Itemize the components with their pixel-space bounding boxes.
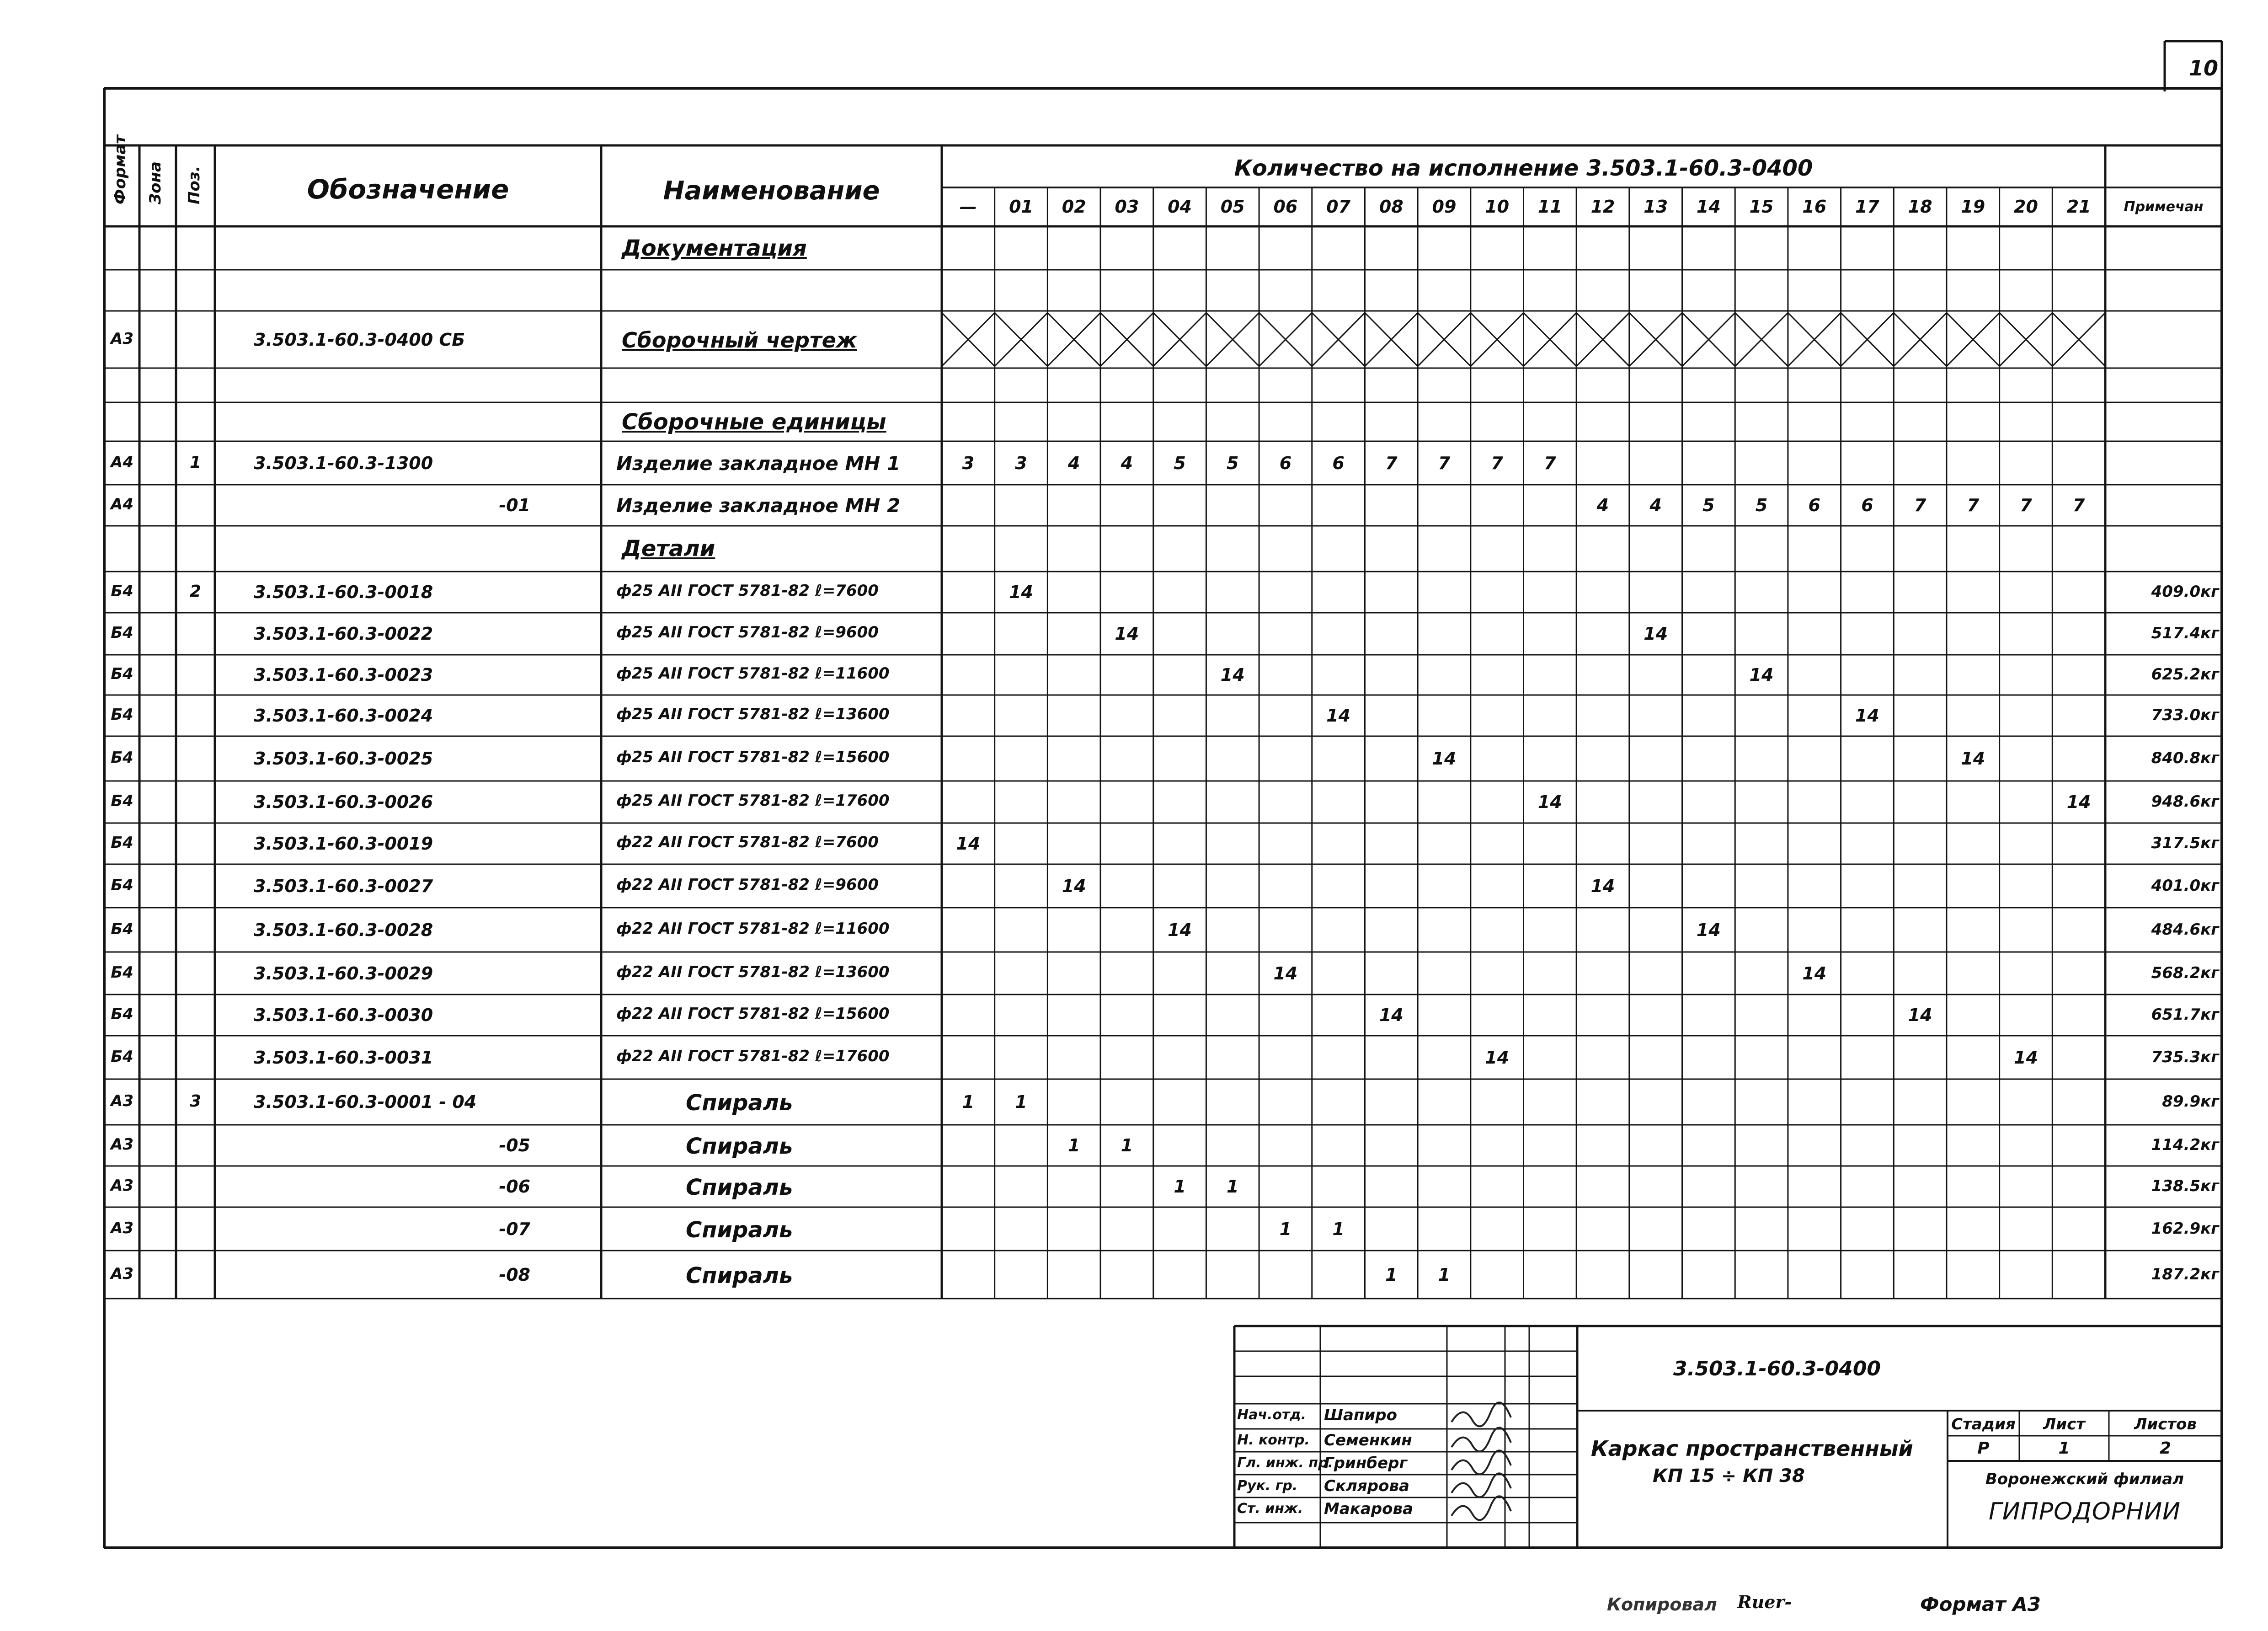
- quantity-cell: 7: [1544, 453, 1556, 473]
- quantity-cell: 3: [1015, 453, 1027, 473]
- quantity-cell: 14: [1749, 665, 1774, 685]
- copied-signature: Rиеr-: [1737, 1592, 1792, 1612]
- variant-header-cell: 07: [1326, 197, 1351, 217]
- header-pos: Поз.: [185, 166, 203, 204]
- row-note: 733.0кг: [2151, 706, 2219, 724]
- stamp-person-name: Гринберг: [1324, 1454, 1408, 1472]
- row-note: 484.6кг: [2151, 920, 2219, 939]
- row-name: Спираль: [686, 1217, 793, 1243]
- row-name: ф25 АII ГОСТ 5781-82 ℓ=9600: [616, 625, 879, 640]
- quantity-cell: 1: [1438, 1264, 1451, 1285]
- stamp-sheets: 2: [2159, 1439, 2172, 1458]
- quantity-cell: 6: [1808, 495, 1820, 515]
- stamp-stage: Р: [1977, 1439, 1990, 1458]
- row-note: 317.5кг: [2151, 834, 2219, 852]
- variant-header-cell: 08: [1379, 197, 1403, 217]
- variant-header-cell: —: [959, 197, 977, 217]
- quantity-cell: 14: [1855, 706, 1879, 726]
- row-designation: 3.503.1-60.3-0030: [254, 1005, 433, 1025]
- quantity-cell: 14: [1115, 624, 1139, 644]
- variant-header-cell: 15: [1749, 197, 1774, 217]
- row-name: ф22 АII ГОСТ 5781-82 ℓ=15600: [616, 1006, 890, 1021]
- copied-note: Копировал: [1607, 1594, 1717, 1615]
- stamp-sheets-label: Листов: [2134, 1415, 2197, 1433]
- row-format: А3: [111, 1264, 133, 1283]
- row-format: А4: [111, 453, 133, 471]
- row-designation: -07: [499, 1219, 530, 1239]
- sheet-number: 10: [2189, 56, 2219, 80]
- quantity-cell: 1: [1121, 1135, 1133, 1155]
- quantity-cell: 7: [1914, 495, 1926, 515]
- row-designation: 3.503.1-60.3-0027: [254, 876, 433, 896]
- row-note: 840.8кг: [2151, 749, 2219, 767]
- variant-header-cell: 18: [1908, 197, 1932, 217]
- variant-header-cell: 14: [1696, 197, 1721, 217]
- quantity-cell: 1: [1067, 1135, 1080, 1155]
- quantity-cell: 1: [1174, 1176, 1186, 1197]
- stamp-title-line1: Каркас пространственный: [1591, 1436, 1913, 1461]
- row-name: Спираль: [686, 1090, 793, 1116]
- quantity-cell: 14: [1802, 963, 1827, 984]
- quantity-cell: 7: [1967, 495, 1980, 515]
- row-name: Изделие закладное МН 2: [616, 496, 901, 515]
- row-designation: 3.503.1-60.3-0029: [254, 963, 433, 984]
- row-designation: 3.503.1-60.3-0025: [254, 749, 433, 769]
- row-designation: 3.503.1-60.3-0028: [254, 920, 433, 940]
- row-name: ф22 АII ГОСТ 5781-82 ℓ=17600: [616, 1048, 890, 1064]
- quantity-cell: 5: [1174, 453, 1186, 473]
- row-position: 1: [189, 453, 202, 472]
- quantity-cell: 7: [1491, 453, 1503, 473]
- row-name: ф22 АII ГОСТ 5781-82 ℓ=9600: [616, 877, 879, 893]
- row-note: 517.4кг: [2151, 624, 2219, 642]
- stamp-role: Н. контр.: [1237, 1432, 1310, 1448]
- stamp-role: Гл. инж. пр.: [1237, 1455, 1333, 1471]
- quantity-cell: 14: [1273, 963, 1298, 984]
- stamp-title-line2: КП 15 ÷ КП 38: [1653, 1465, 1805, 1487]
- row-format: А3: [111, 1092, 133, 1110]
- variant-header-cell: 03: [1115, 197, 1139, 217]
- section-heading: Детали: [622, 536, 715, 561]
- row-position: 3: [189, 1092, 202, 1111]
- row-note: 625.2кг: [2151, 665, 2219, 684]
- row-format: Б4: [111, 749, 133, 767]
- quantity-cell: 14: [1590, 876, 1615, 896]
- row-format: А3: [111, 329, 133, 348]
- quantity-cell: 14: [1062, 876, 1086, 896]
- quantity-cell: 5: [1702, 495, 1715, 515]
- header-format: Формат: [111, 135, 129, 204]
- handwritten-signature: [1452, 1450, 1511, 1474]
- variant-header-cell: 09: [1432, 197, 1457, 217]
- row-note: 187.2кг: [2151, 1265, 2219, 1283]
- variant-header-cell: 17: [1855, 197, 1879, 217]
- format-note: Формат А3: [1920, 1593, 2041, 1615]
- quantity-cell: 14: [1537, 792, 1562, 812]
- quantity-cell: 7: [2020, 495, 2032, 515]
- quantity-cell: 14: [1696, 920, 1721, 940]
- row-name: Спираль: [686, 1262, 793, 1289]
- quantity-cell: 14: [1432, 749, 1457, 769]
- variant-header-cell: 01: [1009, 197, 1033, 217]
- row-name: Сборочный чертеж: [622, 327, 857, 353]
- row-note: 89.9кг: [2162, 1092, 2219, 1111]
- variant-header-cell: 04: [1168, 197, 1192, 217]
- row-format: Б4: [111, 1005, 133, 1023]
- stamp-stage-label: Стадия: [1951, 1415, 2016, 1433]
- row-name: ф22 АII ГОСТ 5781-82 ℓ=11600: [616, 920, 890, 936]
- row-note: 948.6кг: [2151, 792, 2219, 811]
- stamp-person-name: Макарова: [1324, 1500, 1413, 1518]
- stamp-role: Нач.отд.: [1237, 1407, 1306, 1423]
- variant-header-cell: 16: [1802, 197, 1827, 217]
- quantity-cell: 1: [962, 1092, 975, 1112]
- row-note: 568.2кг: [2151, 963, 2219, 982]
- header-zone: Зона: [146, 161, 165, 204]
- row-note: 162.9кг: [2151, 1219, 2219, 1238]
- row-name: ф25 АII ГОСТ 5781-82 ℓ=15600: [616, 749, 890, 765]
- row-format: Б4: [111, 834, 133, 852]
- row-format: А3: [111, 1176, 133, 1195]
- quantity-cell: 14: [1908, 1005, 1932, 1025]
- handwritten-signature: [1452, 1402, 1511, 1426]
- stamp-person-name: Шапиро: [1324, 1406, 1397, 1424]
- row-designation: 3.503.1-60.3-0001 - 04: [254, 1092, 477, 1112]
- row-name: ф25 АII ГОСТ 5781-82 ℓ=13600: [616, 706, 890, 722]
- row-designation: 3.503.1-60.3-0024: [254, 706, 433, 726]
- quantity-cell: 1: [1385, 1264, 1398, 1285]
- quantity-cell: 4: [1649, 495, 1662, 515]
- variant-header-cell: 02: [1062, 197, 1086, 217]
- variant-header-cell: 05: [1220, 197, 1245, 217]
- row-format: Б4: [111, 624, 133, 642]
- row-name: ф22 АII ГОСТ 5781-82 ℓ=7600: [616, 834, 879, 850]
- stamp-person-name: Склярова: [1324, 1477, 1409, 1495]
- quantity-cell: 1: [1227, 1176, 1239, 1197]
- row-designation: 3.503.1-60.3-0031: [254, 1047, 433, 1068]
- quantity-cell: 1: [1279, 1219, 1292, 1239]
- row-name: Изделие закладное МН 1: [616, 454, 901, 473]
- quantity-cell: 14: [1220, 665, 1245, 685]
- quantity-cell: 4: [1121, 453, 1133, 473]
- handwritten-signature: [1452, 1428, 1511, 1451]
- variant-header-cell: 11: [1537, 197, 1562, 217]
- row-designation: 3.503.1-60.3-0018: [254, 582, 433, 602]
- variant-header-cell: 06: [1273, 197, 1298, 217]
- row-name: Спираль: [686, 1175, 793, 1200]
- stamp-sheet-label: Лист: [2043, 1415, 2085, 1433]
- row-designation: -08: [499, 1264, 530, 1285]
- quantity-cell: 1: [1332, 1219, 1345, 1239]
- quantity-cell: 1: [1015, 1092, 1027, 1112]
- variant-header-cell: 21: [2066, 197, 2091, 217]
- quantity-cell: 7: [2072, 495, 2085, 515]
- stamp-role: Ст. инж.: [1237, 1501, 1303, 1517]
- row-name: ф25 АII ГОСТ 5781-82 ℓ=11600: [616, 666, 890, 681]
- handwritten-signature: [1452, 1496, 1511, 1520]
- row-note: 138.5кг: [2151, 1177, 2219, 1195]
- quantity-cell: 6: [1861, 495, 1873, 515]
- row-format: А4: [111, 495, 133, 513]
- row-note: 735.3кг: [2151, 1048, 2219, 1066]
- row-format: Б4: [111, 706, 133, 724]
- stamp-org-line1: Воронежский филиал: [1985, 1470, 2184, 1488]
- quantity-cell: 14: [1009, 582, 1033, 602]
- row-designation: 3.503.1-60.3-0023: [254, 665, 433, 685]
- variant-header-cell: 13: [1644, 197, 1668, 217]
- row-note: 401.0кг: [2151, 876, 2219, 895]
- row-designation: 3.503.1-60.3-1300: [254, 453, 433, 473]
- row-format: Б4: [111, 665, 133, 683]
- row-format: Б4: [111, 963, 133, 982]
- variant-header-cell: 19: [1961, 197, 1985, 217]
- row-name: ф25 АII ГОСТ 5781-82 ℓ=7600: [616, 583, 879, 599]
- quantity-cell: 14: [1961, 749, 1985, 769]
- row-format: Б4: [111, 792, 133, 810]
- quantity-cell: 6: [1332, 453, 1345, 473]
- row-designation: 3.503.1-60.3-0022: [254, 624, 433, 644]
- row-name: ф22 АII ГОСТ 5781-82 ℓ=13600: [616, 964, 890, 980]
- quantity-cell: 7: [1438, 453, 1451, 473]
- row-format: Б4: [111, 920, 133, 938]
- row-designation: -06: [499, 1176, 530, 1197]
- header-quantity: Количество на исполнение 3.503.1-60.3-0400: [1234, 155, 1813, 181]
- variant-header-cell: 10: [1485, 197, 1510, 217]
- row-name: ф25 АII ГОСТ 5781-82 ℓ=17600: [616, 793, 890, 808]
- row-format: Б4: [111, 1047, 133, 1066]
- section-heading: Сборочные единицы: [622, 409, 886, 435]
- row-format: Б4: [111, 582, 133, 600]
- section-heading: Документация: [622, 235, 807, 261]
- quantity-cell: 14: [2014, 1047, 2038, 1068]
- row-format: Б4: [111, 876, 133, 894]
- row-position: 2: [189, 582, 202, 601]
- quantity-cell: 14: [1168, 920, 1192, 940]
- row-designation: 3.503.1-60.3-0400 СБ: [254, 329, 465, 350]
- row-designation: 3.503.1-60.3-0026: [254, 792, 433, 812]
- quantity-cell: 3: [962, 453, 975, 473]
- quantity-cell: 14: [1485, 1047, 1510, 1068]
- stamp-role: Рук. гр.: [1237, 1478, 1298, 1494]
- handwritten-signature: [1452, 1473, 1511, 1497]
- stamp-org-line2: ГИПРОДОРНИИ: [1988, 1498, 2181, 1525]
- quantity-cell: 14: [2066, 792, 2091, 812]
- stamp-doc-code: 3.503.1-60.3-0400: [1673, 1357, 1881, 1380]
- quantity-cell: 4: [1067, 453, 1080, 473]
- row-designation: -01: [499, 495, 530, 515]
- header-name: Наименование: [663, 176, 880, 206]
- variant-header-cell: 20: [2014, 197, 2038, 217]
- stamp-person-name: Семенкин: [1324, 1431, 1412, 1449]
- header-designation: Обозначение: [307, 174, 509, 205]
- quantity-cell: 14: [1379, 1005, 1403, 1025]
- row-designation: -05: [499, 1135, 530, 1155]
- row-format: А3: [111, 1135, 133, 1154]
- quantity-cell: 4: [1596, 495, 1609, 515]
- stamp-sheet: 1: [2058, 1439, 2070, 1458]
- variant-header-cell: 12: [1590, 197, 1615, 217]
- quantity-cell: 14: [1644, 624, 1668, 644]
- quantity-cell: 7: [1385, 453, 1398, 473]
- row-name: Спираль: [686, 1134, 793, 1159]
- quantity-cell: 14: [1326, 706, 1351, 726]
- quantity-cell: 14: [956, 834, 981, 854]
- row-format: А3: [111, 1219, 133, 1237]
- row-note: 114.2кг: [2151, 1136, 2219, 1154]
- quantity-cell: 5: [1227, 453, 1239, 473]
- quantity-cell: 6: [1279, 453, 1292, 473]
- row-note: 651.7кг: [2151, 1005, 2219, 1024]
- row-note: 409.0кг: [2151, 583, 2219, 601]
- quantity-cell: 5: [1755, 495, 1768, 515]
- row-designation: 3.503.1-60.3-0019: [254, 834, 433, 854]
- header-note: Примечан: [2124, 199, 2204, 215]
